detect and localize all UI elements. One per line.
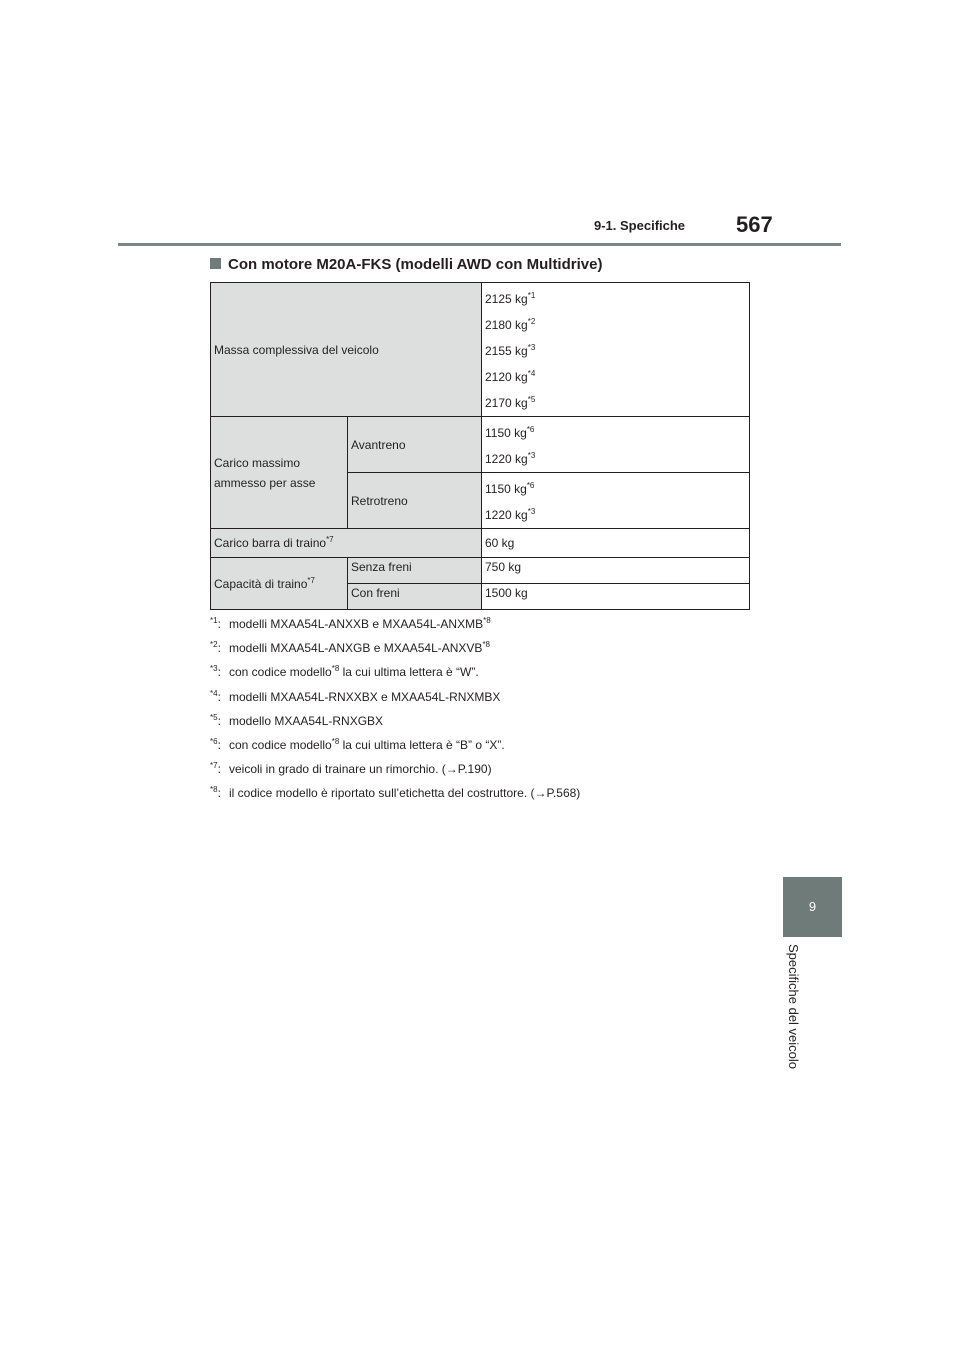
value-line: 1220 $kg^{*3}$ [485,451,536,466]
value-line: 1150 $kg^{*6}$ [485,425,535,440]
chapter-label: Specifiche del veicolo [786,944,801,1070]
value-line: 1150 $kg^{*6}$ [485,481,535,496]
tow-bar-value: 60 kg [482,529,750,558]
spec-table [210,282,750,610]
unbraked-label: Senza freni [348,558,482,584]
unbraked-value: 750 kg [482,558,750,584]
braked-label: Con freni [348,584,482,610]
section-title [210,256,602,273]
table-row [211,283,750,417]
page-number: 567 [736,212,773,237]
square-bullet-icon [210,258,221,269]
tow-bar-label: Carico barra di traino$^{*7}$ [211,529,482,558]
gross-mass-label: Massa complessiva del veicolo [211,283,482,417]
value-line: 2155 $kg^{*3}$ [485,343,536,358]
footnote: $^{*7}$: veicoli in grado di trainare un rimorchio. (→P.190) [210,761,492,777]
chapter-tab: 9 [783,877,842,937]
towing-capacity-label: Capacità di traino$^{*7}$ [211,558,348,610]
footnote: $^{*8}$: il codice modello è riportato sull’etichetta del costruttore. (→P.568) [210,785,581,801]
value-line: 2120 $kg^{*4}$ [485,369,536,384]
footnote: $^{*1}$: modelli MXAA54L-ANXXB e MXAA54L-ANXMB$^{*8}$ [210,616,491,631]
braked-value: 1500 kg [482,584,750,610]
value-line: 2180 $kg^{*2}$ [485,317,536,332]
header-rule [118,243,841,246]
footnote: $^{*6}$: con codice modello$^{*8}$ la cui ultima lettera è “B” o “X”. [210,736,505,752]
front-axle-label: Avantreno [348,417,482,473]
value-line: 2170 $kg^{*5}$ [485,395,536,410]
rear-axle-values [482,473,750,529]
value-line: 2125 $kg^{*1}$ [485,291,536,306]
table-row [211,558,750,584]
table-row [211,529,750,558]
footnote: $^{*4}$: modelli MXAA54L-RNXXBX e MXAA54L-RNXMBX [210,688,501,704]
axle-load-label: Carico massimo ammesso per asse [211,417,348,529]
footnote: $^{*2}$: modelli MXAA54L-ANXGB e MXAA54L-ANXVB$^{*8}$ [210,640,490,656]
gross-mass-values [482,283,750,417]
footnotes [210,617,770,811]
footnote: $^{*5}$: modello MXAA54L-RNXGBX [210,712,384,728]
table-row [211,417,750,473]
section-header: 9-1. Specifiche [594,218,686,233]
footnote: $^{*3}$: con codice modello$^{*8}$ la cui ultima lettera è “W”. [210,664,479,680]
value-line: 1220 $kg^{*3}$ [485,507,536,522]
rear-axle-label: Retrotreno [348,473,482,529]
section-title-text: Con motore M20A-FKS (modelli AWD con Multidrive) [228,256,603,273]
front-axle-values [482,417,750,473]
